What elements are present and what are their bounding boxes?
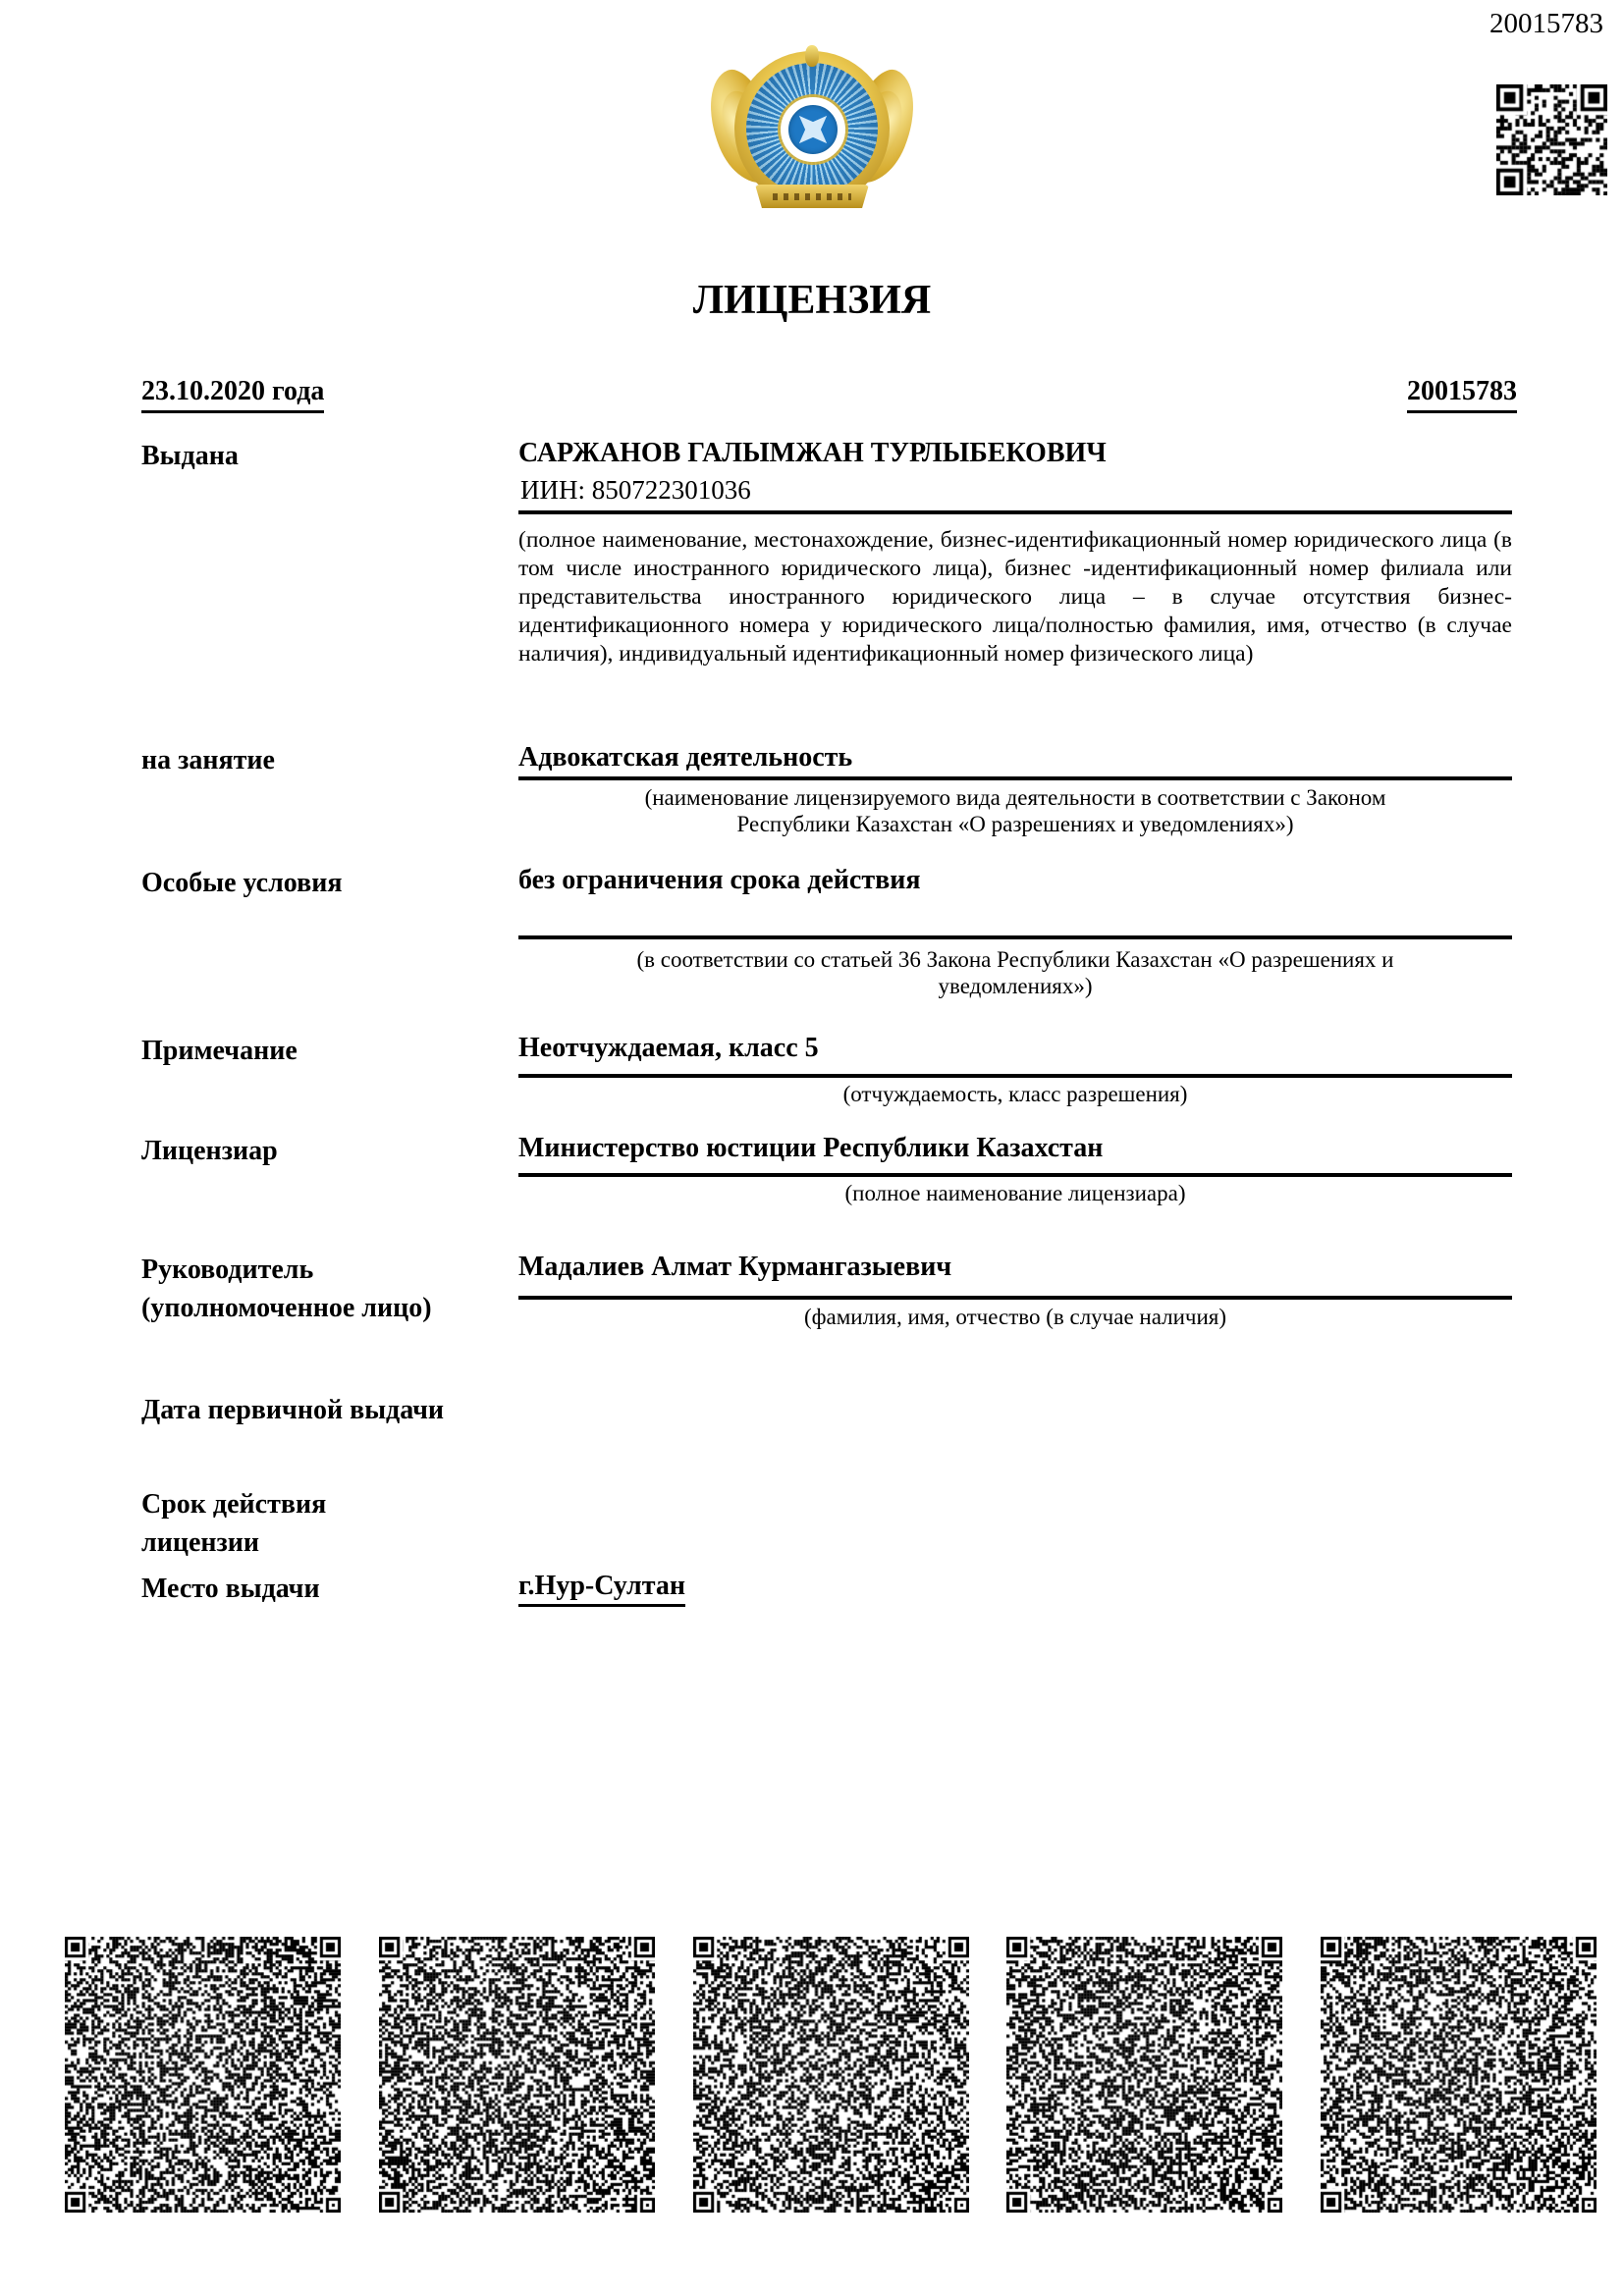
rule [518,1296,1512,1300]
page-title: ЛИЦЕНЗИЯ [692,278,932,323]
field-value: САРЖАНОВ ГАЛЫМЖАН ТУРЛЫБЕКОВИЧ [518,438,1107,468]
issue-date: 23.10.2020 года [141,376,324,413]
field-note: (фамилия, имя, отчество (в случае наличия) [803,1305,1227,1329]
field-value: без ограничения срока действия [518,865,921,895]
rule [518,1173,1512,1177]
document-number-corner: 20015783 [1489,8,1603,39]
field-label: Дата первичной выдачи [141,1395,445,1425]
field-note: (в соответствии со статьей 36 Закона Республики Казахстан «О разрешениях и уведомлениях») [636,947,1394,998]
field-label: Руководитель (уполномоченное лицо) [141,1255,432,1323]
emblem-banner [755,185,869,208]
date-number-row [141,376,1517,413]
barcode-icon [1006,1937,1282,2213]
barcode-icon [65,1937,341,2213]
barcode-strip [65,1937,1597,2213]
rule [518,776,1512,780]
kazakhstan-emblem-icon [726,49,898,216]
emblem-shanyrak [781,97,845,162]
field-note: (полное наименование, местонахождение, бизнес-идентификационный номер юридического лица (в том числе иностранного юридического лица), бизнес -идентификационный номер филиала или представительства иностранного юридического лица – в случае отсутствия бизнес-идентификационного номера у юридического лица/полностью фамилия, имя, отчество (в случае наличия), индивидуальный идентификационный номер физического лица) [518,527,1512,667]
field-label: Выдана [141,441,239,471]
field-value: Неотчуждаемая, класс 5 [518,1033,819,1063]
field-label: Лицензиар [141,1136,278,1166]
rule [518,1074,1512,1078]
barcode-icon [1321,1937,1597,2213]
field-label: Срок действия лицензии [141,1489,327,1558]
field-value: г.Нур-Султан [518,1571,685,1607]
field-label: Особые условия [141,868,343,898]
field-note: (полное наименование лицензиара) [844,1181,1186,1205]
rule [518,935,1512,939]
field-value: Министерство юстиции Республики Казахстан [518,1133,1104,1163]
barcode-icon [379,1937,655,2213]
field-label: на занятие [141,745,275,775]
license-number: 20015783 [1407,376,1517,413]
qr-code-icon [1496,84,1607,195]
field-value: Мадалиев Алмат Курмангазыевич [518,1252,952,1282]
field-note: (наименование лицензируемого вида деятельности в соответствии с Законом Республики Казахстан «О разрешениях и уведомлениях») [644,785,1386,836]
field-value: Адвокатская деятельность [518,742,853,773]
barcode-icon [693,1937,969,2213]
iin-line: ИИН: 850722301036 [520,475,751,505]
rule [518,510,1512,514]
field-label: Примечание [141,1036,298,1066]
field-note: (отчуждаемость, класс разрешения) [842,1082,1188,1106]
field-label: Место выдачи [141,1574,320,1604]
